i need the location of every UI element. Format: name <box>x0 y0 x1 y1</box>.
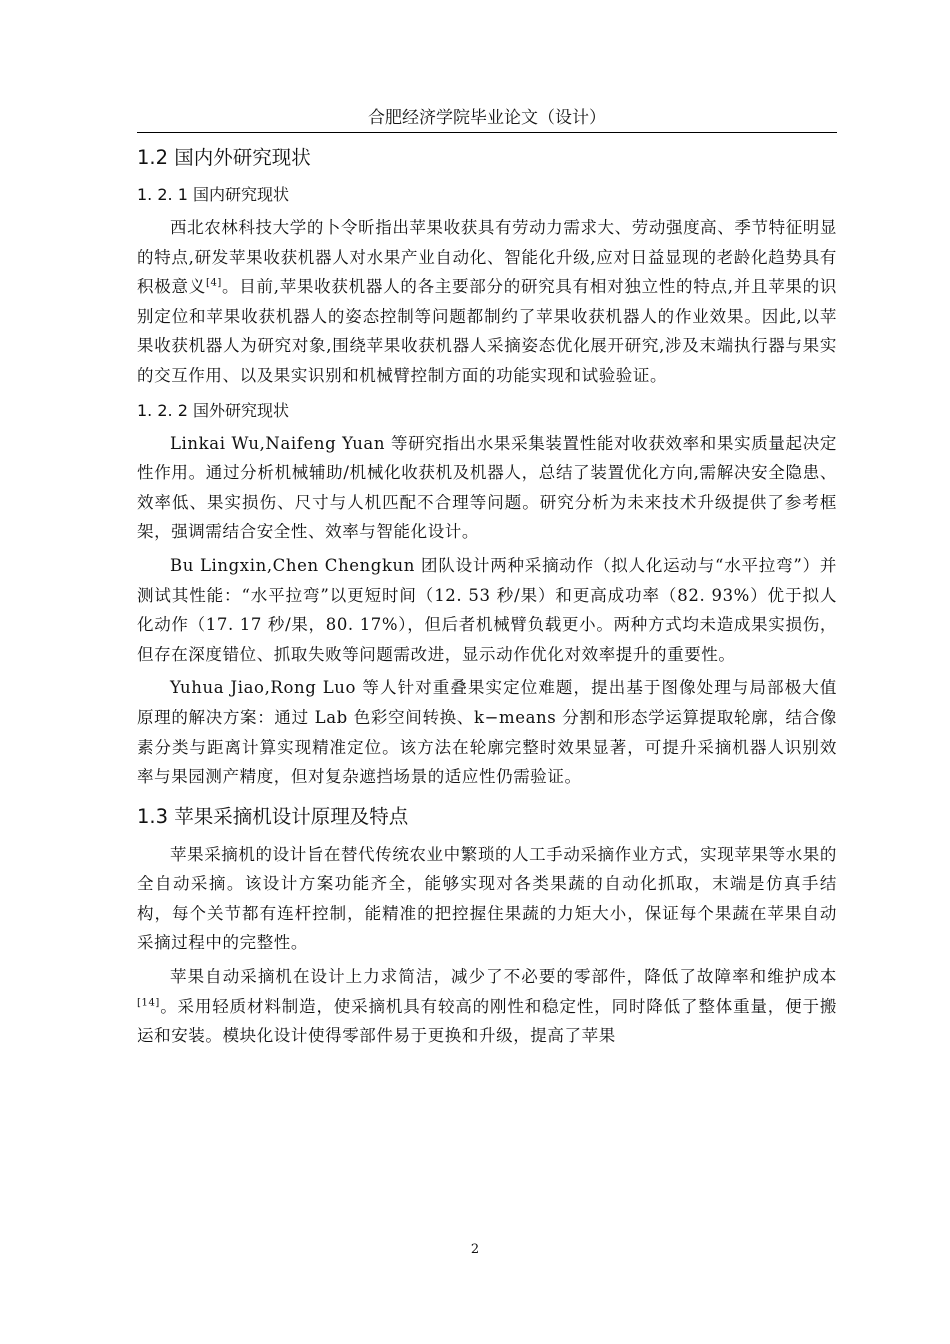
paragraph-domestic-research <box>137 213 837 391</box>
paragraph-design-features <box>137 962 837 1051</box>
paragraph-text: 西北农林科技大学的卜令昕指出苹果收获具有劳动力需求大、劳动强度高、季节特征明显的特点,研发苹果收获机器人对水果产业自动化、智能化升级,应对日益显现的老龄化趋势具有积极意义 <box>137 218 837 297</box>
paragraph-text: 。采用轻质材料制造，使采摘机具有较高的刚性和稳定性，同时降低了整体重量，便于搬运和安装。模块化设计使得零部件易于更换和升级，提高了苹果 <box>137 996 837 1046</box>
header-divider <box>137 132 837 133</box>
paragraph-wu-yuan: Linkai Wu,Naifeng Yuan 等研究指出水果采集装置性能对收获效率和果实质量起决定性作用。通过分析机械辅助/机械化收获机及机器人，总结了装置优化方向,需解决安全隐患、效率低、果实损伤、尺寸与人机匹配不合理等问题。研究分析为未来技术升级提供了参考框架，强调需结合安全性、效率与智能化设计。 <box>137 433 837 542</box>
running-header: 合肥经济学院毕业论文（设计） <box>368 108 606 128</box>
paragraph-text: 苹果自动采摘机在设计上力求简洁，减少了不必要的零部件，降低了故障率和维护成本 <box>170 967 837 987</box>
citation-ref: [4] <box>205 277 222 289</box>
subsection-heading-1-2-1: 1. 2. 1 国内研究现状 <box>137 185 289 204</box>
paragraph-text: 。目前,苹果收获机器人的各主要部分的研究具有相对独立性的特点,并且苹果的识别定位和苹果收获机器人的姿态控制等问题都制约了苹果收获机器人的作业效果。因此,以苹果收获机器人为研究对象,围绕苹果收获机器人采摘姿态优化展开研究,涉及末端执行器与果实的交互作用、以及果实识别和机械臂控制方面的功能实现和试验验证。 <box>137 277 837 385</box>
subsection-heading-1-2-2: 1. 2. 2 国外研究现状 <box>137 400 289 420</box>
section-heading-1-2: 1.2 国内外研究现状 <box>137 146 311 169</box>
section-heading-1-3: 1.3 苹果采摘机设计原理及特点 <box>137 804 409 828</box>
page-number: 2 <box>470 1242 480 1257</box>
document-page <box>137 104 837 1055</box>
citation-ref: [14] <box>137 997 160 1009</box>
paragraph-jiao-luo: Yuhua Jiao,Rong Luo 等人针对重叠果实定位难题，提出基于图像处理与局部极大值原理的解决方案：通过 Lab 色彩空间转换、k−means 分割和形态学运算提取轮廓，结合像素分类与距离计算实现精准定位。该方法在轮廓完整时效果显著，可提升采摘机器人识别效率与果园测产精度，但对复杂遮挡场景的适应性仍需验证。 <box>137 678 837 787</box>
paragraph-bu-chen: Bu Lingxin,Chen Chengkun 团队设计两种采摘动作（拟人化运动与“水平拉弯”）并测试其性能：“水平拉弯”以更短时间（12. 53 秒/果）和更高成功率（82. 93%）优于拟人化动作（17. 17 秒/果，80. 17%），但后者机械臂负载更小。两种方式均未造成果实损伤，但存在深度错位、抓取失败等问题需改进，显示动作优化对效率提升的重要性。 <box>137 555 837 664</box>
paragraph-design-principle: 苹果采摘机的设计旨在替代传统农业中繁琐的人工手动采摘作业方式，实现苹果等水果的全自动采摘。该设计方案功能齐全，能够实现对各类果蔬的自动化抓取，末端是仿真手结构，每个关节都有连杆控制，能精准的把控握住果蔬的力矩大小，保证每个果蔬在苹果自动采摘过程中的完整性。 <box>137 844 837 953</box>
